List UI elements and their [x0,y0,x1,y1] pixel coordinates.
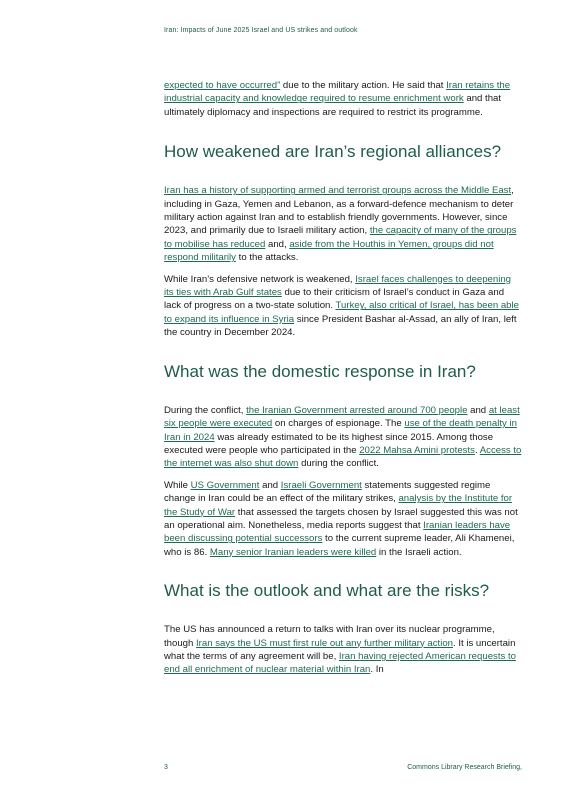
inline-link[interactable]: expected to have occurred” [164,80,281,91]
inline-link[interactable]: Iranian leaders have been discussing potential successors [164,519,511,545]
paragraph [164,623,522,677]
paragraph [164,184,522,264]
inline-link[interactable]: Turkey, also critical of Israel, has been able to expand its influence in Syria [164,300,519,325]
text-run: . In [370,664,384,676]
paragraph [164,79,522,119]
text-run: and [259,479,281,491]
paragraph [164,273,522,340]
inline-link[interactable]: Iran having rejected American requests to end all enrichment of nuclear material within Iran [164,650,516,676]
page-footer [164,764,522,771]
inline-link[interactable]: Israel faces challenges to deepening its ties with Arab Gulf states [164,273,512,299]
text-run: that assessed the targets chosen by Israel suggested this was not an operational aim. Nonetheless, media reports suggest that [164,506,518,531]
text-run: . It is uncertain what the terms of any agreement will be, [164,637,516,662]
inline-link[interactable]: the capacity of many of the groups to mobilise has reduced [164,225,517,250]
paragraph [164,479,522,559]
inline-link[interactable]: Iran retains the industrial capacity and knowledge required to resume enrichment work [164,80,511,105]
text-run: to the attacks. [235,252,299,264]
page-number: 3 [164,764,168,771]
inline-link[interactable]: Iran has a history of supporting armed and terrorist groups across the Middle East [164,185,512,197]
inline-link[interactable]: Many senior Iranian leaders were killed [209,546,377,558]
text-run: and that ultimately diplomacy and inspections are required to restrict its programme. [164,93,502,118]
paragraph [164,404,522,471]
section-heading-outlook: What is the outlook and what are the risks? [164,581,490,601]
text-run: and [467,404,489,416]
footer-brand: Commons Library Research Briefing, [407,764,522,771]
text-run: statements suggested regime change in Iran could be an effect of the military strikes, [164,479,491,505]
section-heading-domestic: What was the domestic response in Iran? [164,361,476,381]
section-domestic [164,362,522,559]
text-run: since President Bashar al-Assad, an ally of Iran, left the country in December 2024. [164,313,517,339]
running-header: Iran: Impacts of June 2025 Israel and US strikes and outlook [164,27,358,34]
inline-link[interactable]: Access to the internet was also shut down [164,444,522,470]
text-run: in the Israeli action. [376,546,462,558]
text-run: was already estimated to be its highest since 2015. Among those executed were people who participated in the [164,431,494,456]
text-run: and, [265,238,290,250]
text-run: , including in Gaza, Yemen and Lebanon, as a forward-defence mechanism to deter military action against Iran and to establish friendly governments. However, since 2023, and primarily due to Israeli military action, [164,185,514,237]
section-intro [164,79,522,119]
inline-link[interactable]: analysis by the Institute for the Study of War [164,493,513,518]
inline-link[interactable]: use of the death penalty in Iran in 2024 [164,418,517,443]
inline-link[interactable]: US Government [190,479,260,491]
text-run: due to their criticism of Israel’s conduct in Gaza and lack of progress on a two-state solution. [164,287,505,312]
text-run: . [474,444,480,456]
inline-link[interactable]: Israeli Government [280,479,362,491]
inline-link[interactable]: the Iranian Government arrested around 700 people [246,404,468,416]
text-run: on charges of espionage. The [272,418,405,430]
inline-link[interactable]: Iran says the US must first rule out any further military action [196,637,454,649]
text-run: The US has announced a return to talks with Iran over its nuclear programme, though [164,624,495,649]
text-run: due to the military action. He said that [280,80,447,91]
text-run: to the current supreme leader, Ali Khamenei, who is 86. [164,533,515,558]
section-alliances [164,142,522,339]
text-run: While Iran’s defensive network is weakened, [164,273,356,285]
text-run: during the conflict. [298,458,379,470]
inline-link[interactable]: aside from the Houthis in Yemen, groups did not respond militarily [164,238,494,264]
text-run: During the conflict, [164,404,247,416]
article-body [164,79,522,685]
inline-link[interactable]: 2022 Mahsa Amini protests [359,444,475,456]
text-run: While [164,479,191,491]
section-heading-alliances: How weakened are Iran’s regional alliances? [164,142,502,162]
inline-link[interactable]: at least six people were executed [164,404,520,430]
section-outlook [164,581,522,677]
